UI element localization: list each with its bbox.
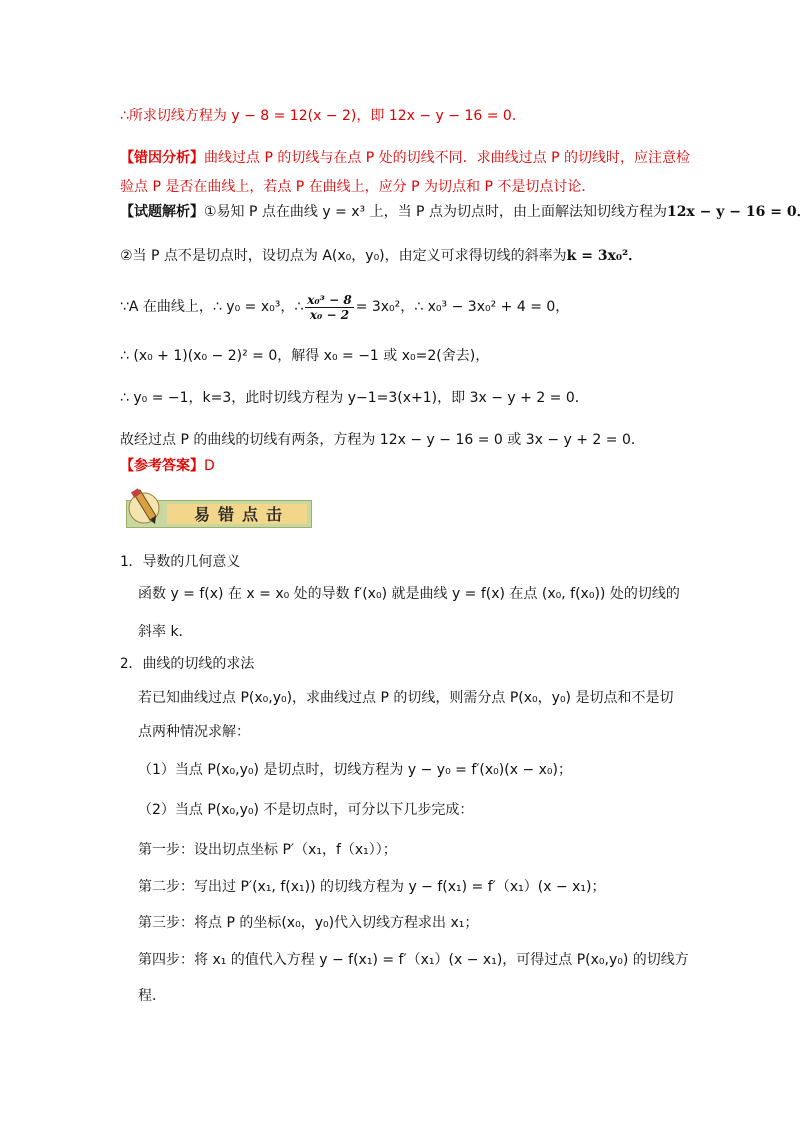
trial-solution-label: 【试题解析】 (120, 204, 204, 220)
section-1-number: 1． (120, 554, 143, 570)
fraction-numerator: x₀³ − 8 (307, 292, 352, 307)
section-2-body-2 (138, 722, 250, 742)
section-1-body-2 (138, 622, 193, 642)
step-3-text: 第三步：将点 P 的坐标(x₀，y₀)代入切线方程求出 x₁； (138, 915, 479, 931)
error-prone-banner (122, 486, 312, 532)
error-analysis-line-1 (120, 148, 690, 168)
conclusion-text: ∴所求切线方程为 y − 8 = 12(x − 2)，即 12x − y − 16 = 0． (120, 108, 526, 124)
section-1-body-1 (138, 584, 680, 604)
solution-conclusion (120, 106, 526, 126)
trial-line-2-equation: k = 3x₀²． (566, 248, 643, 264)
section-2-body-1-text: 若已知曲线过点 P(x₀,y₀)，求曲线过点 P 的切线，则需分点 P(x₀，y₀) 是切点和不是切 (138, 690, 674, 706)
section-2-number: 2． (120, 656, 143, 672)
trial-line-6-text: 故经过点 P 的曲线的切线有两条，方程为 12x − y − 16 = 0 或 3x − y + 2 = 0． (120, 432, 645, 448)
reference-answer (120, 456, 215, 476)
error-analysis-line-2 (120, 177, 595, 197)
section-1-title: 导数的几何意义 (142, 554, 241, 570)
trial-line-4-text: ∴ (x₀ + 1)(x₀ − 2)² = 0，解得 x₀ = −1 或 x₀=2(舍去)， (120, 348, 490, 364)
step-2-text: 第二步：写出过 P′(x₁, f(x₁)) 的切线方程为 y − f(x₁) = f′（x₁）(x − x₁)； (138, 879, 606, 895)
answer-label: 【参考答案】 (120, 458, 204, 474)
trial-line-3-a: ∵A 在曲线上，∴ y₀ = x₀³，∴ (120, 299, 304, 315)
section-2-step-2 (138, 877, 605, 897)
section-1-body-1-text: 函数 y = f(x) 在 x = x₀ 处的导数 f′(x₀) 就是曲线 y = f(x) 在点 (x₀, f(x₀)) 处的切线的 (138, 586, 680, 602)
case-2-text: （2）当点 P(x₀,y₀) 不是切点时，可分以下几步完成： (138, 802, 474, 818)
trial-line-1-equation: 12x − y − 16 = 0． (666, 204, 811, 220)
trial-line-3-b: = 3x₀²，∴ x₀³ − 3x₀² + 4 = 0， (355, 299, 570, 315)
section-2-case-2 (138, 800, 473, 820)
section-1-body-2-text: 斜率 k． (138, 624, 193, 640)
section-2-step-1 (138, 840, 397, 860)
section-1-heading (120, 552, 240, 572)
trial-solution-line-2 (120, 246, 642, 266)
trial-solution-line-1 (120, 202, 811, 222)
trial-line-1-text: ①易知 P 点在曲线 y = x³ 上，当 P 点为切点时，由上面解法知切线方程为 (204, 204, 667, 220)
case-1-text: （1）当点 P(x₀,y₀) 是切点时，切线方程为 y − y₀ = f′(x₀)(x − x₀)； (138, 762, 572, 778)
step-1-text: 第一步：设出切点坐标 P′（x₁，f（x₁））； (138, 842, 397, 858)
trial-line-5-text: ∴ y₀ = −1，k=3，此时切线方程为 y−1=3(x+1)，即 3x − y + 2 = 0． (120, 390, 589, 406)
trial-solution-line-4 (120, 346, 489, 366)
answer-value: D (204, 458, 215, 474)
banner-title: 易错点击 (194, 505, 291, 524)
section-2-title: 曲线的切线的求法 (142, 656, 255, 672)
trial-solution-line-6 (120, 430, 645, 450)
error-analysis-text-1: 曲线过点 P 的切线与在点 P 处的切线不同．求曲线过点 P 的切线时，应注意检 (204, 150, 691, 166)
section-2-body-2-text: 点两种情况求解： (138, 724, 250, 740)
pencil-icon (122, 486, 166, 532)
section-2-step-4b (138, 986, 166, 1006)
step-4-text: 第四步：将 x₁ 的值代入方程 y − f(x₁) = f′（x₁）(x − x₁)，可得过点 P(x₀,y₀) 的切线方 (138, 952, 689, 968)
trial-solution-line-5 (120, 388, 589, 408)
slope-fraction (305, 293, 353, 322)
section-2-heading (120, 654, 254, 674)
section-2-case-1 (138, 760, 572, 780)
step-4b-text: 程． (138, 988, 166, 1004)
trial-solution-line-3 (120, 292, 569, 322)
section-2-body-1 (138, 688, 673, 708)
error-analysis-label: 【错因分析】 (120, 150, 204, 166)
trial-line-2-text: ②当 P 点不是切点时，设切点为 A(x₀，y₀)，由定义可求得切线的斜率为 (120, 248, 567, 264)
error-analysis-text-2: 验点 P 是否在曲线上，若点 P 在曲线上，应分 P 为切点和 P 不是切点讨论． (120, 179, 596, 195)
section-2-step-3 (138, 913, 478, 933)
fraction-denominator: x₀ − 2 (309, 307, 350, 322)
section-2-step-4 (138, 950, 689, 970)
